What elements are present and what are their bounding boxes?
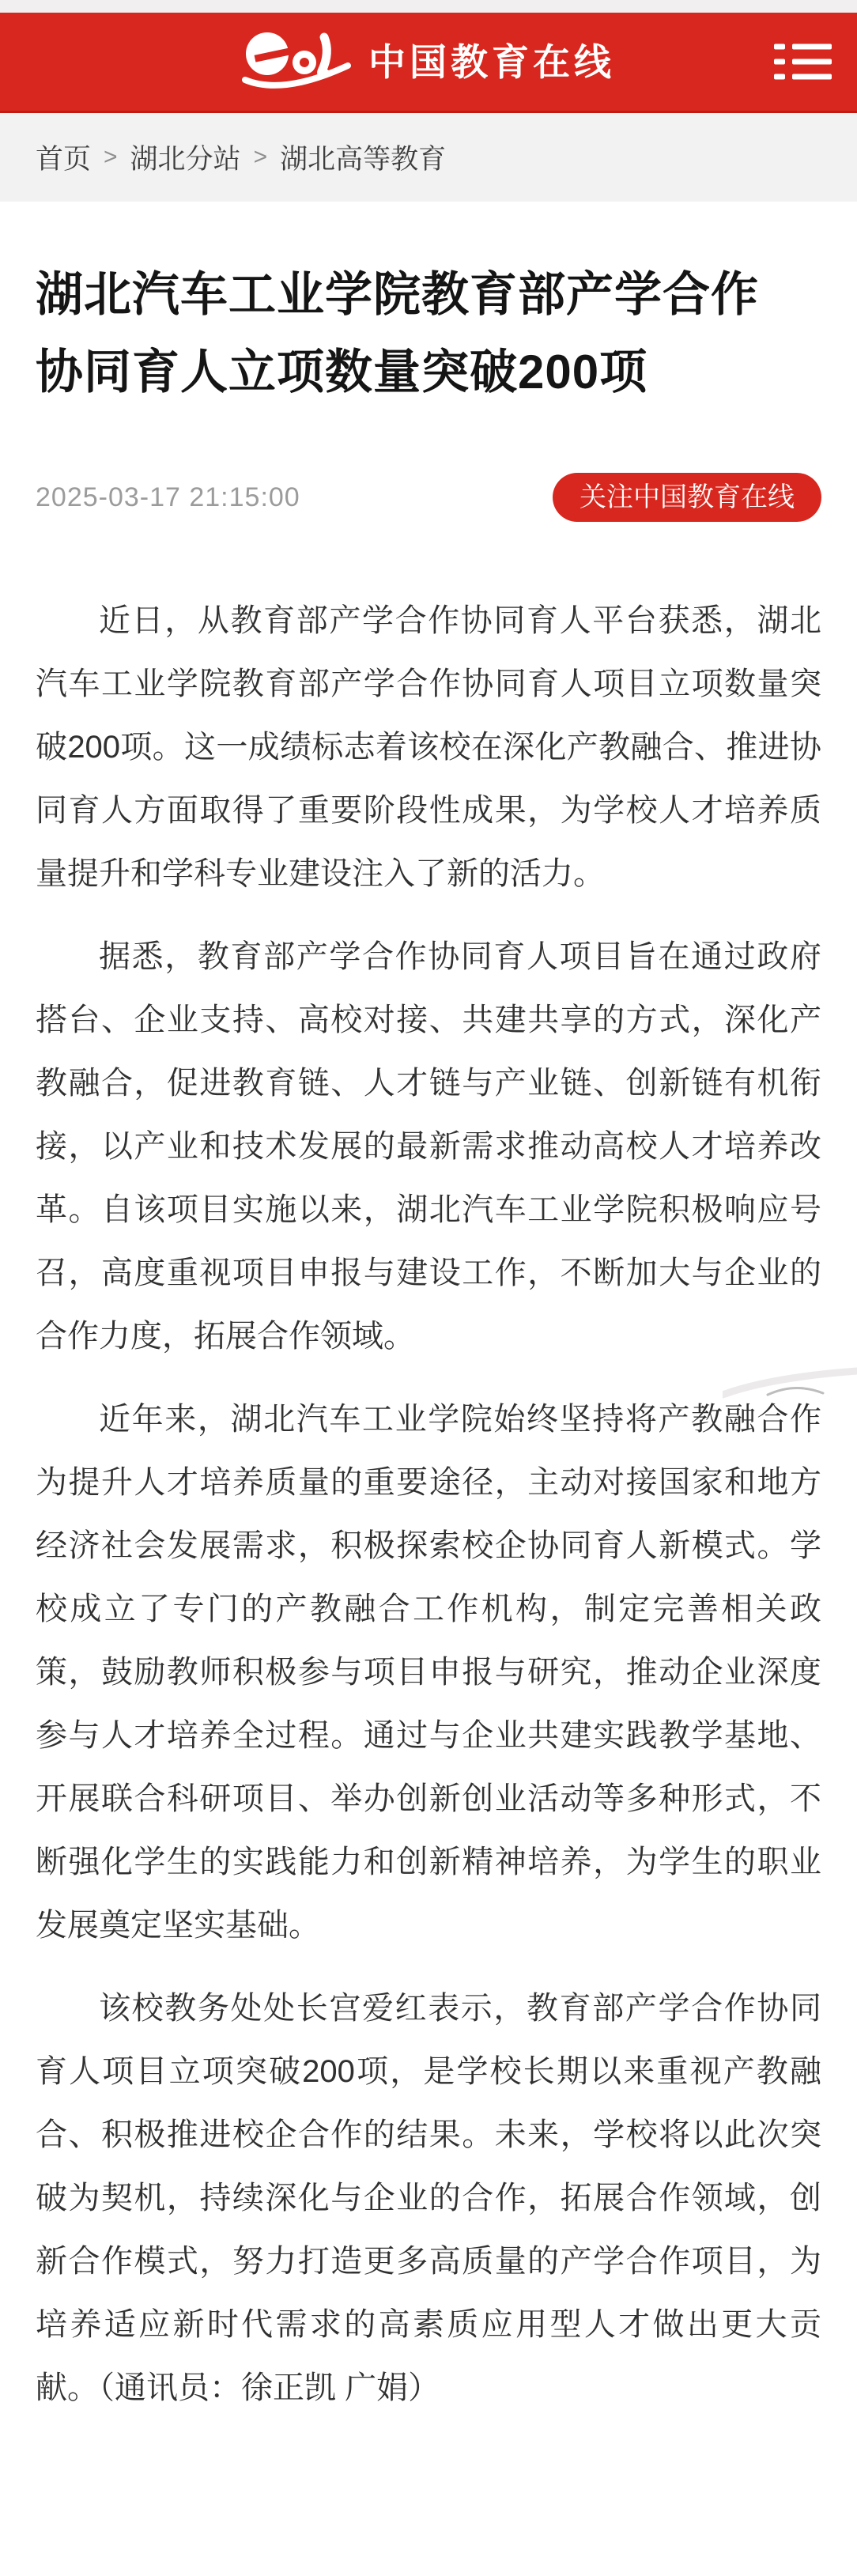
eol-logo-icon <box>242 28 353 96</box>
brand-name: 中国教育在线 <box>368 40 615 83</box>
menu-line <box>792 74 832 80</box>
article-title: 湖北汽车工业学院教育部产学合作协同育人立项数量突破200项 <box>36 268 759 398</box>
status-bar-strip <box>0 0 857 13</box>
menu-icon[interactable] <box>769 30 836 94</box>
menu-row <box>774 44 832 50</box>
breadcrumb-separator: > <box>104 144 118 170</box>
menu-line <box>792 59 832 65</box>
menu-dot <box>774 74 785 80</box>
breadcrumb-home-link[interactable]: 首页 <box>36 144 92 175</box>
site-header <box>0 13 857 113</box>
breadcrumb-separator: > <box>253 144 268 170</box>
article <box>0 256 857 2419</box>
article-paragraph: 近日，从教育部产学合作协同育人平台获悉，湖北汽车工业学院教育部产学合作协同育人项目立项数量突破200项。这一成绩标志着该校在深化产教融合、推进协同育人方面取得了重要阶段性成果，为学校人才培养质量提升和学科专业建设注入了新的活力。 <box>36 603 821 891</box>
follow-button[interactable]: 关注中国教育在线 <box>553 473 821 522</box>
breadcrumb-hubei-link[interactable]: 湖北分站 <box>130 144 241 175</box>
article-body <box>36 589 821 2419</box>
article-paragraph: 该校教务处处长宫爱红表示，教育部产学合作协同育人项目立项突破200项，是学校长期以来重视产教融合、积极推进校企合作的结果。未来，学校将以此次突破为契机，持续深化与企业的合作，拓展合作领域，创新合作模式，努力打造更多高质量的产学合作项目，为培养适应新时代需求的高素质应用型人才做出更大贡献。（通讯员：徐正凯 广娟） <box>36 1991 821 2405</box>
menu-line <box>792 44 832 50</box>
breadcrumb <box>0 113 857 202</box>
article-paragraph: 近年来，湖北汽车工业学院始终坚持将产教融合作为提升人才培养质量的重要途径，主动对接国家和地方经济社会发展需求，积极探索校企协同育人新模式。学校成立了专门的产教融合工作机构，制定完善相关政策，鼓励教师积极参与项目申报与研究，推动企业深度参与人才培养全过程。通过与企业共建实践教学基地、开展联合科研项目、举办创新创业活动等多种形式，不断强化学生的实践能力和创新精神培养，为学生的职业发展奠定坚实基础。 <box>36 1402 821 1943</box>
menu-dot <box>774 44 785 50</box>
menu-row <box>774 74 832 80</box>
menu-row <box>774 59 832 65</box>
publish-date: 2025-03-17 21:15:00 <box>36 482 300 512</box>
breadcrumb-hubei-higher-ed-link[interactable]: 湖北高等教育 <box>280 144 447 175</box>
article-paragraph: 据悉，教育部产学合作协同育人项目旨在通过政府搭台、企业支持、高校对接、共建共享的方式，深化产教融合，促进教育链、人才链与产业链、创新链有机衔接，以产业和技术发展的最新需求推动高校人才培养改革。自该项目实施以来，湖北汽车工业学院积极响应号召，高度重视项目申报与建设工作，不断加大与企业的合作力度，拓展合作领域。 <box>36 939 821 1354</box>
article-meta-row <box>36 473 821 522</box>
site-logo[interactable] <box>242 28 615 96</box>
menu-dot <box>774 59 785 65</box>
